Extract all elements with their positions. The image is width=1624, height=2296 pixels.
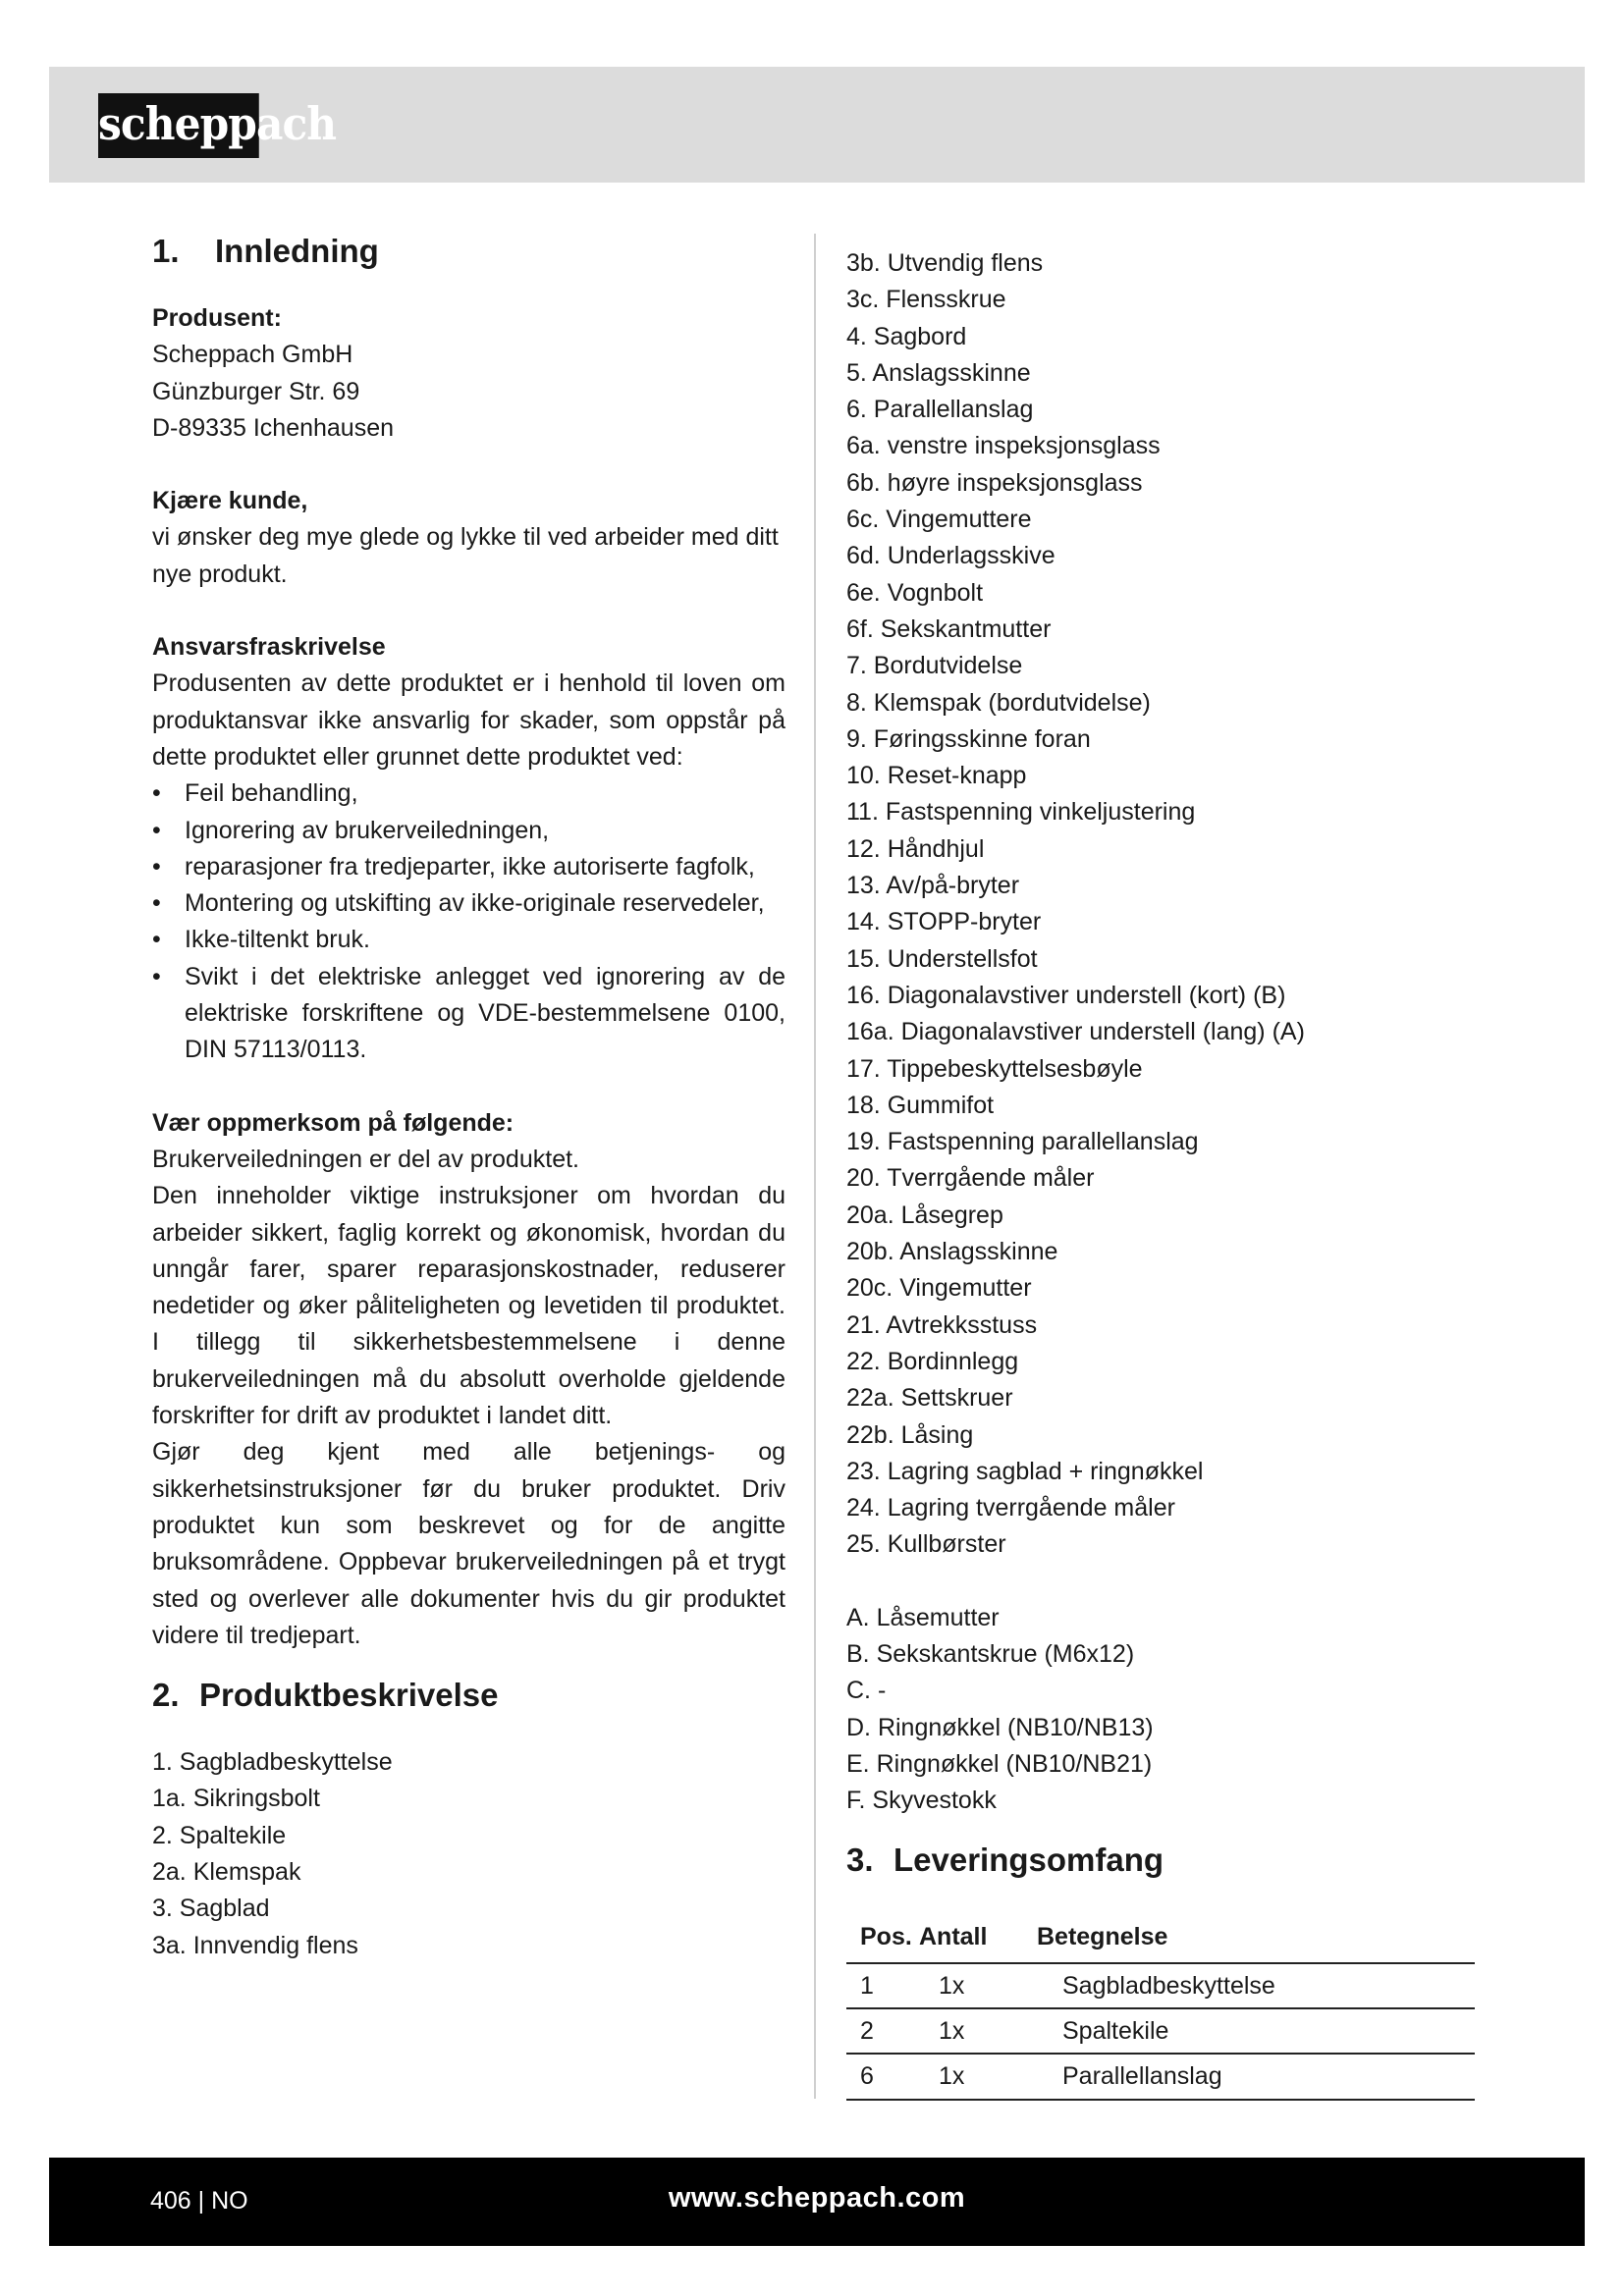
list-item: 6b. høyre inspeksjonsglass (846, 468, 1143, 497)
section-1-heading: 1. Innledning (152, 233, 379, 269)
list-item: 1a. Sikringsbolt (152, 1785, 320, 1813)
table-header-quantity: Antall (919, 1913, 1037, 1962)
parts-list-left (152, 1744, 785, 1964)
parts-list-right (846, 245, 1494, 1564)
list-item: 16a. Diagonalavstiver understell (lang) (A) (846, 1018, 1305, 1046)
table-cell: Spaltekile (1037, 2008, 1475, 2054)
list-item: 6. Parallellanslag (846, 396, 1034, 424)
list-item: 22a. Settskruer (846, 1384, 1013, 1413)
section-3-heading: 3. Leveringsomfang (846, 1842, 1164, 1879)
table-cell: 2 (846, 2008, 919, 2054)
website-link[interactable]: www.scheppach.com (668, 2182, 966, 2214)
table-header-pos: Pos. (846, 1913, 919, 1962)
list-item: 3a. Innvendig flens (152, 1931, 358, 1959)
table-cell: Parallellanslag (1037, 2054, 1475, 2099)
list-item: • Svikt i det elektriske anlegget ved ignorering av de elektriske forskriftene og VDE-bestemmelsene 0100, DIN 57113/0113. (152, 959, 785, 1069)
disclaimer-list (152, 775, 785, 1068)
list-item: 19. Fastspenning parallellanslag (846, 1128, 1199, 1156)
attention-paragraph: Den inneholder viktige instruksjoner om hvordan du arbeider sikkert, faglig korrekt og økonomisk, hvordan du unngår farer, sparer reparasjonskostnader, reduserer nedetider og øker påliteligheten og levetiden til produktet. I tillegg til sikkerhetsbestemmelsene i denne brukerveiledningen må du absolutt overholde gjeldende forskrifter for drift av produktet i landet ditt. (152, 1182, 785, 1430)
list-item: F. Skyvestokk (846, 1787, 997, 1815)
list-item: 16. Diagonalavstiver understell (kort) (B) (846, 981, 1286, 1009)
list-item: 6e. Vognbolt (846, 578, 984, 607)
list-item: • Ignorering av brukerveiledningen, (152, 813, 785, 849)
attention-line: Brukerveiledningen er del av produktet. (152, 1145, 579, 1173)
list-item: 25. Kullbørster (846, 1530, 1006, 1559)
delivery-table (846, 1913, 1475, 2100)
list-item: B. Sekskantskrue (M6x12) (846, 1639, 1135, 1668)
list-item: 9. Føringsskinne foran (846, 724, 1091, 753)
disclaimer-text: Produsenten av dette produktet er i henhold til loven om produktansvar ikke ansvarlig for skader, som oppstår på dette produktet eller grunnet dette produktet ved: (152, 669, 785, 771)
list-item: 2. Spaltekile (152, 1821, 287, 1849)
list-item: E. Ringnøkkel (NB10/NB21) (846, 1749, 1153, 1778)
table-header-row (846, 1913, 1475, 1962)
list-item: A. Låsemutter (846, 1603, 1000, 1631)
list-item: 7. Bordutvidelse (846, 652, 1023, 680)
list-item: 21. Avtrekksstuss (846, 1310, 1038, 1339)
list-item: 3b. Utvendig flens (846, 249, 1044, 277)
table-row (846, 2054, 1475, 2099)
page-number: 406 | NO (150, 2187, 248, 2215)
list-item: 6c. Vingemuttere (846, 506, 1032, 534)
left-column (152, 232, 785, 1964)
address-line: Scheppach GmbH (152, 341, 353, 369)
list-item: • Ikke-tiltenkt bruk. (152, 922, 785, 958)
list-item: 20a. Låsegrep (846, 1201, 1003, 1229)
accessories-list (846, 1600, 1494, 1820)
section-2-heading: 2. Produktbeskrivelse (152, 1677, 499, 1714)
list-item: 3c. Flensskrue (846, 286, 1006, 314)
list-item: 3. Sagblad (152, 1895, 270, 1923)
list-item: 5. Anslagsskinne (846, 358, 1031, 387)
table-row (846, 2008, 1475, 2054)
page-footer (49, 2158, 1585, 2246)
list-item: 22b. Låsing (846, 1420, 974, 1449)
list-item: 6f. Sekskantmutter (846, 614, 1052, 643)
list-item: 6d. Underlagsskive (846, 542, 1056, 570)
list-item: C. - (846, 1677, 887, 1705)
list-item: 10. Reset-knapp (846, 762, 1027, 790)
list-item: 15. Understellsfot (846, 944, 1038, 973)
list-item: 20c. Vingemutter (846, 1274, 1032, 1303)
list-item: 8. Klemspak (bordutvidelse) (846, 688, 1151, 717)
list-item: 17. Tippebeskyttelsesbøyle (846, 1054, 1143, 1083)
list-item: • Montering og utskifting av ikke-originale reservedeler, (152, 885, 785, 922)
right-column (846, 245, 1494, 2101)
list-item: 4. Sagbord (846, 322, 967, 350)
list-item: 6a. venstre inspeksjonsglass (846, 432, 1161, 460)
list-item: 11. Fastspenning vinkeljustering (846, 798, 1196, 827)
attention-title: Vær oppmerksom på følgende: (152, 1108, 514, 1137)
list-item: • reparasjoner fra tredjeparter, ikke autoriserte fagfolk, (152, 849, 785, 885)
table-cell: 1x (919, 2054, 1037, 2099)
greeting: Kjære kunde, (152, 487, 308, 515)
list-item: 13. Av/på-bryter (846, 872, 1020, 900)
attention-paragraph: Gjør deg kjent med alle betjenings- og sikkerhetsinstruksjoner før du bruker produktet. Driv produktet kun som beskrevet og for de angitte bruksområdene. Oppbevar brukerveiledningen på et trygt sted og overlever alle dokumenter hvis du gir produktet videre til tredjepart. (152, 1438, 785, 1649)
list-item: • Feil behandling, (152, 775, 785, 812)
address-line: D-89335 Ichenhausen (152, 413, 395, 442)
column-divider (814, 234, 816, 2099)
table-cell: 1 (846, 1963, 919, 2008)
table-cell: 1x (919, 2008, 1037, 2054)
table-cell: 1x (919, 1963, 1037, 2008)
scheppach-logo: scheppach (98, 93, 259, 158)
greeting-text: vi ønsker deg mye glede og lykke til ved arbeider med ditt nye produkt. (152, 523, 779, 588)
manufacturer-label: Produsent: (152, 304, 282, 332)
table-row (846, 1963, 1475, 2008)
list-item: 14. STOPP-bryter (846, 908, 1042, 936)
list-item: 2a. Klemspak (152, 1857, 301, 1886)
list-item: 22. Bordinnlegg (846, 1347, 1019, 1375)
table-cell: 6 (846, 2054, 919, 2099)
list-item: 20b. Anslagsskinne (846, 1238, 1058, 1266)
list-item: 20. Tverrgående måler (846, 1164, 1095, 1193)
address-line: Günzburger Str. 69 (152, 377, 360, 405)
table-cell: Sagbladbeskyttelse (1037, 1963, 1475, 2008)
list-item: 23. Lagring sagblad + ringnøkkel (846, 1457, 1204, 1485)
list-item: 12. Håndhjul (846, 834, 985, 863)
page-header (49, 67, 1585, 183)
list-item: 1. Sagbladbeskyttelse (152, 1748, 393, 1777)
list-item: 18. Gummifot (846, 1091, 995, 1119)
list-item: 24. Lagring tverrgående måler (846, 1494, 1175, 1522)
table-header-designation: Betegnelse (1037, 1913, 1475, 1962)
list-item: D. Ringnøkkel (NB10/NB13) (846, 1713, 1154, 1741)
disclaimer-title: Ansvarsfraskrivelse (152, 633, 386, 662)
